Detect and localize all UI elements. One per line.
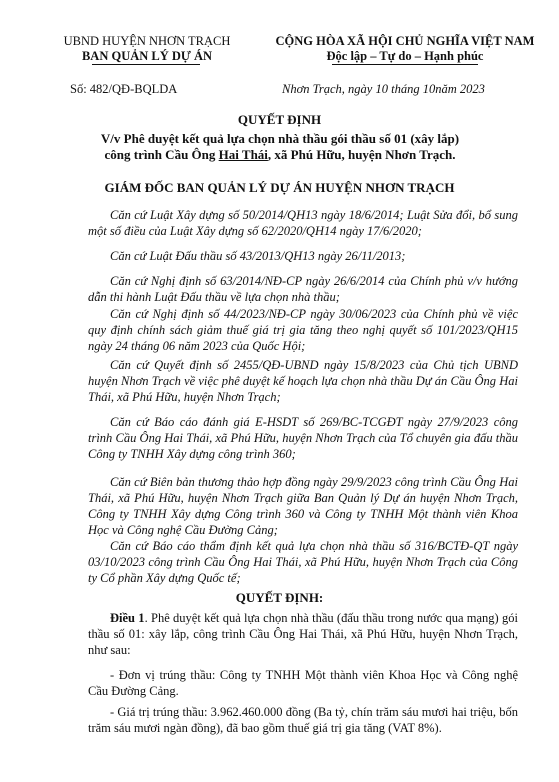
decides-heading: QUYẾT ĐỊNH: <box>235 590 324 605</box>
document-number: Số: 482/QĐ-BQLDA <box>70 82 178 96</box>
authority-title: GIÁM ĐỐC BAN QUẢN LÝ DỰ ÁN HUYỆN NHƠN TRẠCH <box>104 180 455 195</box>
month-label: tháng <box>391 82 420 96</box>
date-year: 2023 <box>459 82 485 96</box>
issuer-block <box>52 34 242 64</box>
legal-basis-8: Căn cứ Báo cáo thẩm định kết quả lựa chọn nhà thầu số 316/BCTĐ-QT ngày 03/10/2023 công trình Cầu Ông Hai Thái, xã Phú Hữu, huyện Nhơn Trạch của Công ty Cổ phần Xây dựng Quốc tế; <box>88 539 518 585</box>
winning-price: - Giá trị trúng thầu: 3.962.460.000 đồng (Ba tỷ, chín trăm sáu mươi hai triệu, bốn trăm sáu mươi ngàn đồng), đã bao gồm thuế giá trị gia tăng (VAT 8%). <box>88 705 518 735</box>
nation-name: CỘNG HÒA XÃ HỘI CHỦ NGHĨA VIỆT NAM <box>275 34 535 48</box>
subject-underlined: Hai Thái <box>218 147 268 162</box>
date-day: 10 <box>375 82 388 96</box>
legal-basis-1: Căn cứ Luật Xây dựng số 50/2014/QH13 ngày 18/6/2014; Luật Sửa đổi, bổ sung một số điều của Luật Xây dựng số 62/2020/QH14 ngày 17/6/2020; <box>88 208 518 238</box>
document-title: QUYẾT ĐỊNH <box>237 112 322 127</box>
issuer-underline <box>92 64 200 65</box>
national-block <box>262 34 548 64</box>
place-date-prefix: Nhơn Trạch, ngày <box>282 82 373 96</box>
subject-line-1: V/v Phê duyệt kết quả lựa chọn nhà thầu gói thầu số 01 (xây lắp) <box>100 131 460 146</box>
document-subject <box>80 131 480 163</box>
legal-basis-2: Căn cứ Luật Đấu thầu số 43/2013/QH13 ngày 26/11/2013; <box>110 249 406 263</box>
legal-basis-6: Căn cứ Báo cáo đánh giá E-HSDT số 269/BC-TCGĐT ngày 27/9/2023 công trình Cầu Ông Hai Thái, xã Phú Hữu, huyện Nhơn Trạch của Tổ chuyên gia đấu thầu Công ty TNHH Xây dựng công trình 360; <box>88 415 518 461</box>
agency-name: UBND HUYỆN NHƠN TRẠCH <box>63 34 231 48</box>
unit-name: BAN QUẢN LÝ DỰ ÁN <box>81 49 213 63</box>
article-1-text: . Phê duyệt kết quả lựa chọn nhà thầu (đấu thầu trong nước qua mạng) gói thầu số 01: xây lắp, công trình Cầu Ông Hai Thái, xã Phú Hữu, huyện Nhơn Trạch, như sau: <box>88 611 519 657</box>
place-date <box>282 82 485 97</box>
year-label: năm <box>435 82 457 96</box>
subject-line-2-start: công trình Cầu Ông <box>104 147 219 162</box>
article-1 <box>88 610 518 658</box>
date-month: 10 <box>422 82 436 96</box>
winning-bidder: - Đơn vị trúng thầu: Công ty TNHH Một thành viên Khoa Học và Công nghệ Cầu Đường Cảng. <box>88 668 518 698</box>
legal-basis-7: Căn cứ Biên bản thương thảo hợp đồng ngày 29/9/2023 công trình Cầu Ông Hai Thái, xã Phú Hữu, huyện Nhơn Trạch giữa Ban Quản lý Dự án huyện Nhơn Trạch, Công ty TNHH Xây dựng Công trình 360 và Công ty TNHH Một thành viên Khoa Học và Công nghệ Cầu Đường Cảng; <box>88 475 518 537</box>
motto-underline <box>332 64 478 65</box>
legal-basis-5: Căn cứ Quyết định số 2455/QĐ-UBND ngày 15/8/2023 của Chủ tịch UBND huyện Nhơn Trạch về việc phê duyệt kế hoạch lựa chọn nhà thầu Dự án Cầu Ông Hai Thái, xã Phú Hữu, huyện Nhơn Trạch; <box>88 358 518 404</box>
subject-line-2 <box>80 147 480 163</box>
national-motto: Độc lập – Tự do – Hạnh phúc <box>326 49 484 63</box>
legal-basis-4: Căn cứ Nghị định số 44/2023/NĐ-CP ngày 30/06/2023 của Chính phủ về việc quy định chính sách giảm thuế giá trị gia tăng theo nghị quyết số 101/2023/QH15 ngày 24 tháng 06 năm 2023 của Quốc Hội; <box>88 307 518 353</box>
article-1-label: Điều 1 <box>110 611 145 625</box>
subject-line-2-end: , xã Phú Hữu, huyện Nhơn Trạch. <box>267 147 456 162</box>
legal-basis-3: Căn cứ Nghị định số 63/2014/NĐ-CP ngày 26/6/2014 của Chính phủ v/v hướng dẫn thi hành Luật Đấu thầu về lựa chọn nhà thầu; <box>88 274 518 304</box>
